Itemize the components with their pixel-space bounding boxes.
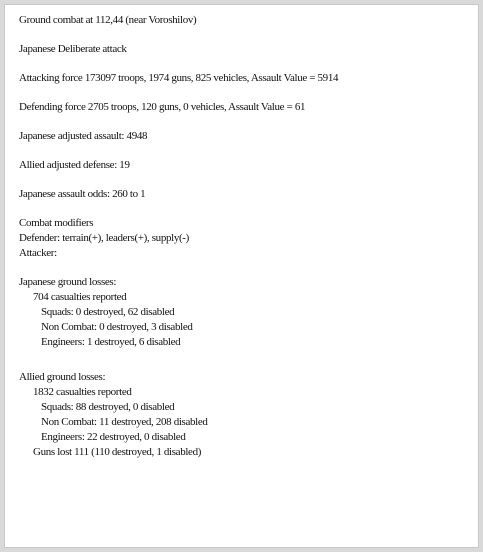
allied-guns-lost: Guns lost 111 (110 destroyed, 1 disabled) [33,446,202,458]
combat-modifiers-title: Combat modifiers [19,217,94,229]
report-header: Ground combat at 112,44 (near Voroshilov) [19,14,197,26]
allied-casualties: 1832 casualties reported [33,386,132,398]
japanese-casualties: 704 casualties reported [33,291,127,303]
japanese-squads: Squads: 0 destroyed, 62 disabled [41,306,175,318]
assault-odds: Japanese assault odds: 260 to 1 [19,188,146,200]
adjusted-assault: Japanese adjusted assault: 4948 [19,130,148,142]
allied-non-combat: Non Combat: 11 destroyed, 208 disabled [41,416,208,428]
japanese-losses-title: Japanese ground losses: [19,276,117,288]
japanese-non-combat: Non Combat: 0 destroyed, 3 disabled [41,321,193,333]
attacking-force: Attacking force 173097 troops, 1974 guns, 825 vehicles, Assault Value = 5914 [19,72,339,84]
adjusted-defense: Allied adjusted defense: 19 [19,159,130,171]
combat-report [19,13,469,460]
allied-losses-title: Allied ground losses: [19,371,106,383]
allied-losses-section [19,370,469,460]
defender-modifiers: Defender: terrain(+), leaders(+), supply(-) [19,232,189,244]
combat-report-panel [4,4,479,548]
japanese-losses-section [19,275,469,350]
allied-engineers: Engineers: 22 destroyed, 0 disabled [41,431,186,443]
defending-force: Defending force 2705 troops, 120 guns, 0 vehicles, Assault Value = 61 [19,101,306,113]
allied-squads: Squads: 88 destroyed, 0 disabled [41,401,175,413]
attack-type: Japanese Deliberate attack [19,43,127,55]
japanese-engineers: Engineers: 1 destroyed, 6 disabled [41,336,181,348]
attacker-modifiers: Attacker: [19,247,57,259]
